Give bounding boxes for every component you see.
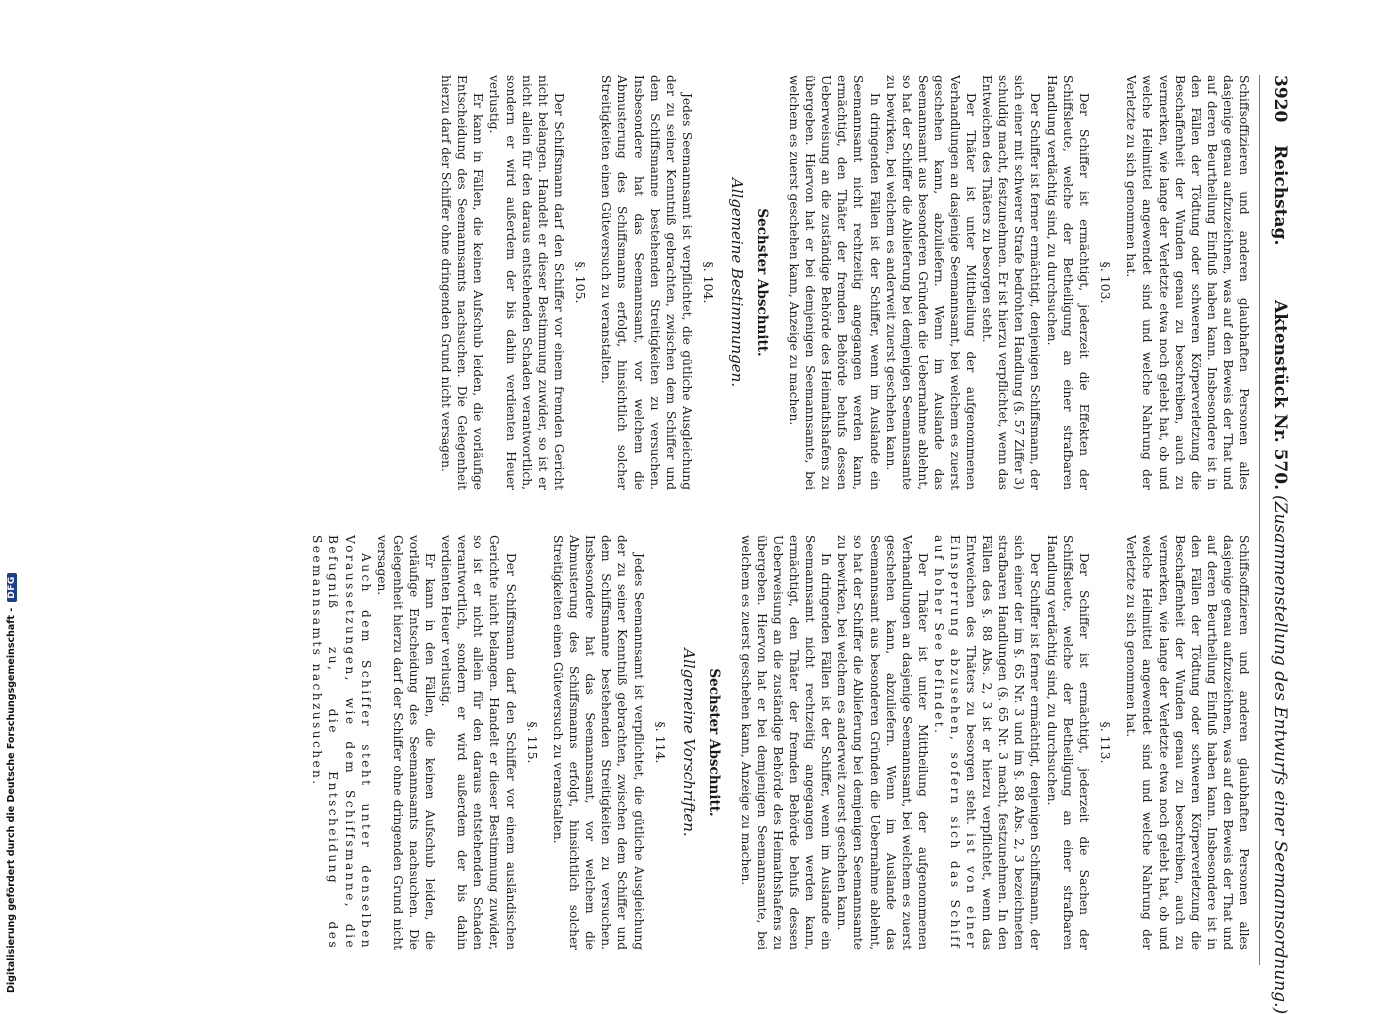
- digitization-note: [6, 573, 17, 993]
- section-104-p1: Jedes Seemannsamt ist verpflichtet, die gütliche Ausgleichung der zu seiner Kenntniß gebrachten, zwischen dem Schiffer und dem Schiffsmanne bestehenden Streitigkeiten zu versuchen. Insbesondere hat das Seemannsamt, vor welchem die Abmusterung des Schiffsmanns erfolgt, hinsichtlich solcher Streitigkeiten einen Güteversuch zu veranstalten.: [599, 75, 694, 490]
- dfg-logo: DFG: [7, 573, 17, 602]
- section-115-title: §. 115.: [525, 721, 541, 764]
- section-105-p1: Der Schiffsmann darf den Schiffer vor einem fremden Gericht nicht belangen. Handelt er dieser Bestimmung zuwider, so ist er nicht allein für den daraus entstehenden Schaden verantwortlich, sondern er wird außerdem der bis dahin verdienten Heuer verlustig.: [487, 75, 566, 490]
- section-114-p1: Jedes Seemannsamt ist verpflichtet, die gütliche Ausgleichung der zu seiner Kenntniß gebrachten, zwischen dem Schiffer und dem Schiffsmanne bestehenden Streitigkeiten zu versuchen. Insbesondere hat das Seemannsamt, vor welchem die Abmusterung des Schiffsmanns erfolgt, hinsichtlich solcher Streitigkeiten einen Güteversuch zu veranstalten.: [551, 535, 646, 950]
- section-103-p4: In dringenden Fällen ist der Schiffer, wenn im Auslande ein Seemannsamt nicht rechtzeitig angegangen werden kann, ermächtigt, den Thäter der fremden Behörde behufs dessen Ueberweisung an die zuständige Behörde des Heimathshafens zu übergeben. Hiervon hat er bei demjenigen Seemannsamte, bei welchem es zuerst geschehen kann, Anzeige zu machen.: [787, 75, 882, 490]
- section-113-p2-extension: ist von einer Einsperrung abzusehen, sofern sich das Schiff auf hoher See befindet.: [931, 535, 979, 950]
- section-115-p1: Der Schiffsmann darf den Schiffer vor einem ausländischen Gerichte nicht belangen. Handelt er dieser Bestimmung zuwider, so ist er nicht allein für den daraus entstehenden Schaden verantwortlich, sondern er wird außerdem der bis dahin verdienten Heuer verlustig.: [439, 535, 518, 950]
- section-113-p4: In dringenden Fällen ist der Schiffer, wenn im Auslande ein Seemannsamt nicht rechtzeitig angegangen werden kann, ermächtigt, den Thäter der fremden Behörde behufs dessen Ueberweisung an die zuständige Behörde des Heimathshafens zu übergeben. Hiervon hat er bei demjenigen Seemannsamte, bei welchem es zuerst geschehen kann, Anzeige zu machen.: [738, 535, 834, 950]
- section-105-p2: Er kann in Fällen, die keinen Aufschub leiden, die vorläufige Entscheidung des Seemannsamts nachsuchen. Die Gelegenheit hierzu darf der Schiffer ohne dringenden Grund nicht versagen.: [439, 75, 486, 490]
- column-existing-law: [162, 75, 1252, 490]
- page-header: [1266, 75, 1290, 1014]
- intro-paragraph: Schiffsoffizieren und anderen glaubhaften Personen alles dasjenige genau aufzuzeichnen, was auf den Beweis der That und auf deren Beurtheilung Einfluß haben kann. Insbesondere ist in den Fällen der Tödtung oder schweren Körperverletzung die Beschaffenheit der Wunden genau zu beschreiben, auch zu vermerken, wie lange der Verletzte etwa noch gelebt hat, ob und welche Heilmittel angewendet sind und welche Nahrung der Verletzte zu sich genommen hat.: [1124, 75, 1251, 490]
- section-113-p1: Der Schiffer ist ermächtigt, jederzeit die Sachen der Schiffsleute, welche der Betheiligung an einer strafbaren Handlung verdächtig sind, zu durchsuchen.: [1044, 535, 1091, 950]
- section-105-title: §. 105.: [573, 261, 589, 304]
- section-113-p2-text: Der Schiffer ist ferner ermächtigt, denjenigen Schiffsmann, der sich einer der im §. 65 Nr. 3 und im §. 88 Abs. 2, 3 bezeichneten strafbaren Handlungen (§. 65 Nr. 3 macht, festzunehmen. In den Fällen des §. 88 Abs. 2, 3 ist er hierzu verpflichtet, wenn das Entweichen des Thäters zu besorgen steht.: [964, 535, 1043, 950]
- section-113-p3: Der Thäter ist unter Mittheilung der aufgenommenen Verhandlungen an dasjenige Seemannsamt, bei welchem es zuerst geschehen kann, abzuliefern. Wenn im Auslande das Seemannsamt aus besonderen Gründen die Uebernahme ablehnt, so hat der Schiffer die Ablieferung bei demjenigen Seemannsamte zu bewirken, bei welchem es anderweit zuerst geschehen kann.: [835, 535, 930, 950]
- section-103-p1: Der Schiffer ist ermächtigt, jederzeit die Effekten der Schiffsleute, welche der Betheiligung an einer strafbaren Handlung verdächtig sind, zu durchsuchen.: [1044, 75, 1091, 490]
- section-113-title: §. 113.: [1098, 721, 1114, 764]
- chapter-title: Sechster Abschnitt.: [705, 668, 722, 817]
- page-number: 3920: [1270, 75, 1290, 123]
- document-subtitle: (Zusammenstellung des Entwurfs einer Seemannsordnung.): [1270, 495, 1290, 1014]
- digitization-note-text: Digitalisierung gefördert durch die Deutsche Forschungsgemeinschaft -: [6, 607, 17, 993]
- section-104-title: §. 104.: [701, 261, 717, 304]
- document-number: Aktenstück Nr. 570.: [1270, 300, 1290, 491]
- chapter-title: Sechster Abschnitt.: [753, 208, 770, 357]
- section-115-p3: Auch dem Schiffer steht unter denselben Voraussetzungen, wie dem Schiffsmanne, die Befugniß zu, die Entscheidung des Seemannsamts nachzusuchen.: [310, 535, 373, 950]
- chapter-subtitle: Allgemeine Bestimmungen.: [728, 177, 747, 388]
- section-103-p2: Der Schiffer ist ferner ermächtigt, denjenigen Schiffsmann, der sich einer mit schwerer Strafe bedrohten Handlung (§. 57 Ziffer 3) schuldig macht, festzunehmen. Er ist hierzu verpflichtet, wenn das Entweichen des Thäters zu besorgen steht.: [980, 75, 1043, 490]
- column-draft: [162, 535, 1252, 950]
- section-114-title: §. 114.: [653, 721, 669, 764]
- scanned-page: [150, 75, 1290, 1014]
- section-113-p2: [931, 535, 1044, 950]
- header-rule: [1259, 75, 1260, 965]
- section-103-p3: Der Thäter ist unter Mittheilung der aufgenommenen Verhandlungen an dasjenige Seemannsamt, bei welchem es zuerst geschehen kann, abzuliefern. Wenn im Auslande das Seemannsamt aus besonderen Gründen die Uebernahme ablehnt, so hat der Schiffer die Ablieferung bei demjenigen Seemannsamte zu bewirken, bei welchem es anderweit zuerst geschehen kann.: [883, 75, 979, 490]
- intro-paragraph: Schiffsoffizieren und anderen glaubhaften Personen alles dasjenige genau aufzuzeichnen, was auf den Beweis der That und auf deren Beurtheilung Einfluß haben kann. Insbesondere ist in den Fällen der Tödtung oder schweren Körperverletzung die Beschaffenheit der Wunden genau zu beschreiben, auch zu vermerken, wie lange der Verletzte etwa noch gelebt hat, ob und welche Heilmittel angewendet sind und welche Nahrung der Verletzte zu sich genommen hat.: [1124, 535, 1251, 950]
- chapter-subtitle: Allgemeine Vorschriften.: [679, 648, 698, 837]
- section-103-title: §. 103.: [1098, 261, 1114, 304]
- running-title: Reichstag.: [1270, 145, 1290, 246]
- section-115-p2: Er kann in den Fällen, die keinen Aufschub leiden, die vorläufige Entscheidung des Seemannsamts nachsuchen. Die Gelegenheit hierzu darf der Schiffer ohne dringenden Grund nicht versagen.: [374, 535, 438, 950]
